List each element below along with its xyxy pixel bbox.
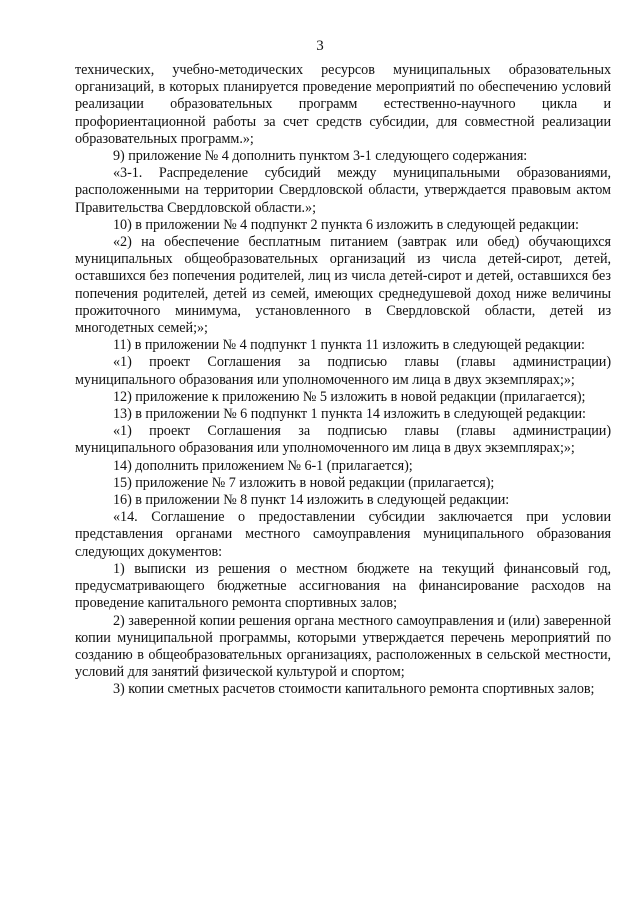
paragraph-quote-1-a: «1) проект Соглашения за подписью главы (главы администрации) муниципального образования или уполномоченного им лица в двух экземплярах;»; bbox=[75, 354, 611, 388]
paragraph-item-14: 14) дополнить приложением № 6-1 (прилагается); bbox=[113, 457, 413, 474]
paragraph-quote-2: «2) на обеспечение бесплатным питанием (завтрак или обед) обучающихся муниципальных общеобразовательных организаций из числа детей-сирот, детей, оставшихся без попечения родителей, лиц из числа детей-сирот и детей, оставшихся без попечения родителей, детей из семей, имеющих среднедушевой доход ниже величины прожиточного минимума, установленного в Свердловской области, детей из многодетных семей;»; bbox=[75, 234, 611, 337]
paragraph-item-12: 12) приложение к приложению № 5 изложить в новой редакции (прилагается); bbox=[113, 388, 586, 405]
paragraph-item-16: 16) в приложении № 8 пункт 14 изложить в следующей редакции: bbox=[113, 492, 510, 509]
document-body bbox=[75, 62, 611, 699]
page-number: 3 bbox=[316, 38, 324, 54]
paragraph-subitem-2: 2) заверенной копии решения органа местного самоуправления и (или) заверенной копии муниципальной программы, которыми утверждается перечень мероприятий по созданию в общеобразовательных организациях, расположенных в сельской местности, условий для занятий физической культурой и спортом; bbox=[75, 612, 611, 681]
paragraph-item-11: 11) в приложении № 4 подпункт 1 пункта 11 изложить в следующей редакции: bbox=[113, 337, 585, 354]
paragraph-quote-3-1: «3-1. Распределение субсидий между муниципальными образованиями, расположенными на территории Свердловской области, утверждается правовым актом Правительства Свердловской области.»; bbox=[75, 165, 611, 216]
paragraph-item-9: 9) приложение № 4 дополнить пунктом 3-1 следующего содержания: bbox=[113, 148, 528, 165]
paragraph-continuation: технических, учебно-методических ресурсов муниципальных образовательных организаций, в которых планируется проведение мероприятий по обеспечению условий реализации образовательных программ естественно-научного цикла и профориентационной работы за счет средств субсидии, для совместной реализации образовательных программ.»; bbox=[75, 62, 611, 147]
paragraph-item-13: 13) в приложении № 6 подпункт 1 пункта 14 изложить в следующей редакции: bbox=[113, 406, 586, 423]
paragraph-quote-14: «14. Соглашение о предоставлении субсидии заключается при условии представления органами местного самоуправления муниципального образования следующих документов: bbox=[75, 509, 611, 560]
paragraph-subitem-1: 1) выписки из решения о местном бюджете на текущий финансовый год, предусматривающего бюджетные ассигнования на финансирование расходов на проведение капитального ремонта спортивных залов; bbox=[75, 560, 611, 612]
paragraph-item-15: 15) приложение № 7 изложить в новой редакции (прилагается); bbox=[113, 474, 495, 491]
paragraph-quote-1-b: «1) проект Соглашения за подписью главы (главы администрации) муниципального образования или уполномоченного им лица в двух экземплярах;»; bbox=[75, 423, 611, 457]
paragraph-subitem-3: 3) копии сметных расчетов стоимости капитального ремонта спортивных залов; bbox=[113, 681, 595, 698]
paragraph-item-10: 10) в приложении № 4 подпункт 2 пункта 6 изложить в следующей редакции: bbox=[113, 216, 579, 233]
